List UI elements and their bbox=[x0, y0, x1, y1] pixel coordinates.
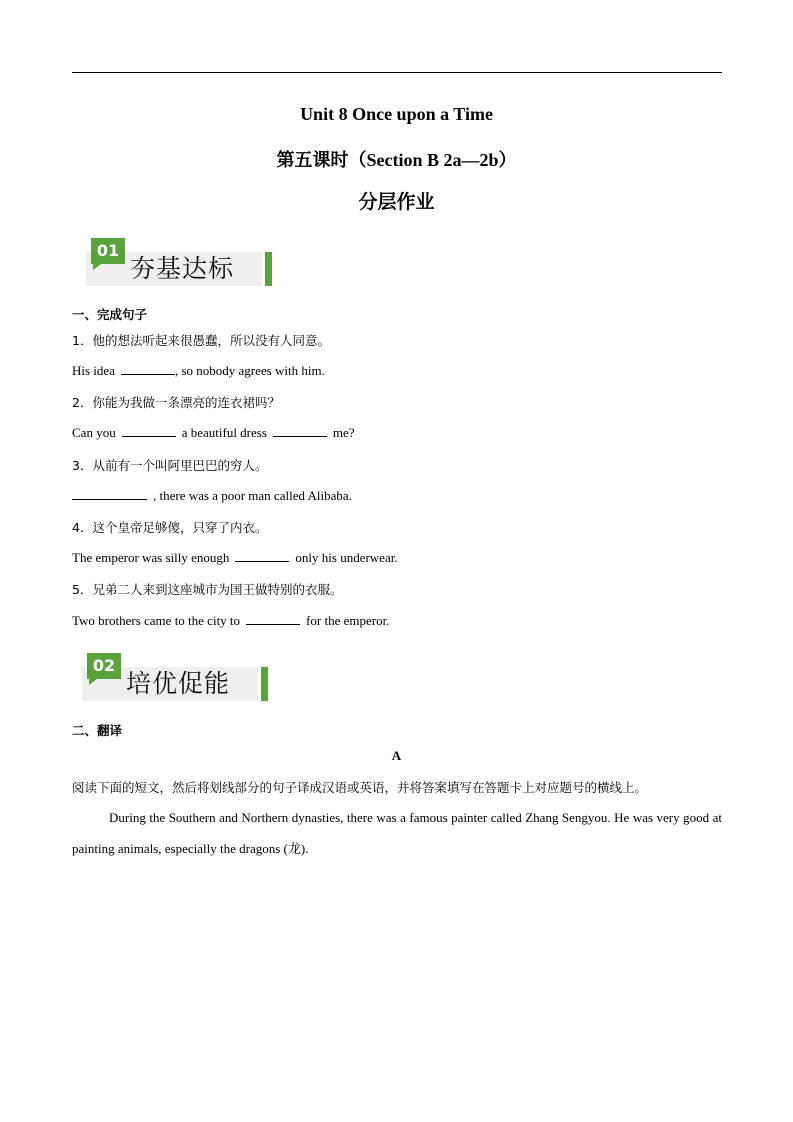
badge-tail-icon bbox=[89, 679, 97, 685]
worksheet-subtitle: 分层作业 bbox=[358, 192, 435, 213]
sentence-text: Can you bbox=[72, 425, 116, 440]
answer-blank[interactable] bbox=[72, 487, 147, 500]
question-en-5 bbox=[72, 612, 389, 629]
sentence-text: for the emperor. bbox=[306, 613, 390, 628]
sentence-text: me? bbox=[332, 425, 355, 440]
question-en-3 bbox=[72, 487, 352, 504]
sentence-text: , there was a poor man called Alibaba. bbox=[153, 488, 352, 503]
question-cn-3: 3．从前有一个叫阿里巴巴的穷人。 bbox=[72, 458, 268, 473]
question-cn-1: 1．他的想法听起来很愚蠢，所以没有人同意。 bbox=[72, 333, 330, 348]
question-cn-5: 5．兄弟二人来到这座城市为国王做特别的衣服。 bbox=[72, 582, 343, 597]
question-en-1 bbox=[72, 362, 325, 379]
banner-label: 培优促能 bbox=[126, 669, 231, 698]
sentence-text: Two brothers came to the city to bbox=[72, 613, 241, 628]
section-number-badge: 02 bbox=[87, 653, 121, 679]
sentence-text: , so nobody agrees with him. bbox=[174, 363, 325, 378]
answer-blank[interactable] bbox=[273, 424, 327, 437]
banner-label: 夯基达标 bbox=[130, 254, 235, 283]
banner-accent bbox=[261, 667, 268, 701]
question-cn-4: 4．这个皇帝足够傻，只穿了内衣。 bbox=[72, 520, 268, 535]
section-heading: 二、翻译 bbox=[72, 723, 123, 738]
question-cn-2: 2．你能为我做一条漂亮的连衣裙吗？ bbox=[72, 395, 280, 410]
answer-blank[interactable] bbox=[246, 612, 300, 625]
question-en-4 bbox=[72, 549, 398, 566]
sentence-text: The emperor was silly enough bbox=[72, 550, 230, 565]
unit-title: Unit 8 Once upon a Time bbox=[300, 104, 493, 124]
sentence-text: a beautiful dress bbox=[181, 425, 267, 440]
answer-blank[interactable] bbox=[122, 424, 176, 437]
instruction-text: 阅读下面的短文，然后将划线部分的句子译成汉语或英语，并将答案填写在答题卡上对应题号的横线上。 bbox=[72, 780, 648, 795]
section-banner-basic bbox=[82, 241, 272, 286]
section-heading: 一、完成句子 bbox=[72, 307, 148, 322]
sentence-text: His idea bbox=[72, 363, 115, 378]
section-number-badge: 01 bbox=[91, 238, 125, 264]
banner-accent bbox=[265, 252, 272, 286]
answer-blank[interactable] bbox=[235, 549, 289, 562]
section-banner-advanced bbox=[78, 656, 268, 701]
header-rule bbox=[72, 72, 722, 73]
question-en-2 bbox=[72, 424, 355, 441]
part-label: A bbox=[391, 748, 402, 763]
lesson-title: 第五课时（Section B 2a—2b） bbox=[276, 150, 517, 170]
sentence-text: only his underwear. bbox=[295, 550, 398, 565]
answer-blank[interactable] bbox=[121, 362, 175, 375]
badge-tail-icon bbox=[93, 264, 101, 270]
reading-passage: During the Southern and Northern dynasties, there was a famous painter called Zhang Sengyou. He was very good at painting animals, especially the dragons (龙). bbox=[72, 810, 722, 856]
